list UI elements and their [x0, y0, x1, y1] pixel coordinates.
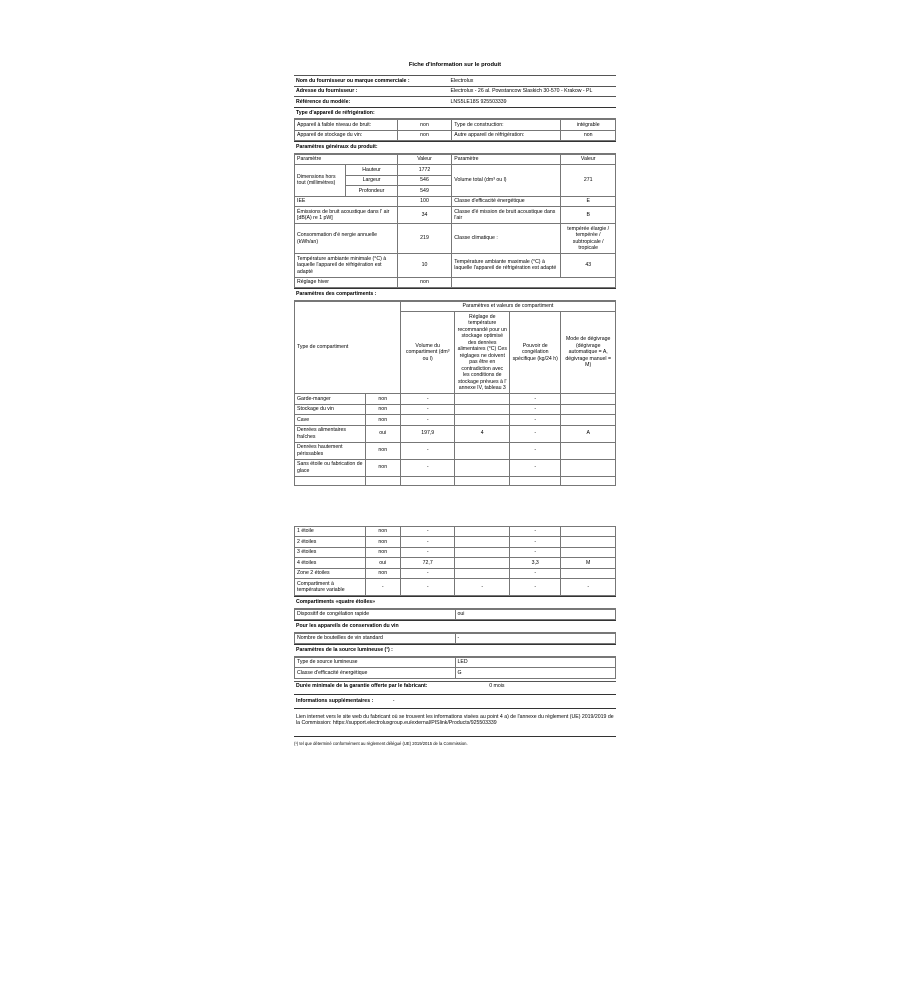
compartment-temperature [455, 568, 510, 579]
compartment-name: Compartiment à température variable [295, 579, 366, 596]
col-freeze-header: Pouvoir de congélation spécifique (kg/24 h) [510, 312, 561, 394]
compartment-freezing-capacity: - [510, 547, 561, 558]
dimensions-label: Dimensions hors tout (millimètres) [295, 165, 346, 197]
supplier-name-row [294, 76, 616, 87]
row-label: Température ambiante minimale (°C) à laquelle l'appareil de réfrigération est adapté [295, 254, 398, 278]
col-value-header: Valeur [397, 154, 452, 165]
col-param-header: Paramètre [295, 154, 398, 165]
wine-row [295, 633, 616, 644]
compartment-defrost-mode [561, 526, 616, 537]
four-star-heading: Compartiments «quatre étoiles» [294, 596, 616, 609]
light-type-value: LED [455, 657, 616, 668]
dimension-label: Hauteur [346, 165, 397, 176]
compartment-freezing-capacity: - [510, 394, 561, 405]
compartment-name: Denrées alimentaires fraîches [295, 425, 366, 442]
compartment-row-empty [295, 476, 616, 485]
compartment-present: non [365, 442, 400, 459]
manufacturer-link-text: Lien internet vers le site web du fabricant où se trouvent les informations visées au point 4 a) de l'annexe du règlement (UE) 2019/2019 de la Commission: https://support.electroluxgroup.eu/external/PISlink/Products/925503339 [294, 708, 616, 733]
row-label: Classe d'é mission de bruit acoustique dans l'air [452, 207, 561, 224]
row-label: Autre appareil de réfrigération: [452, 130, 561, 141]
compartment-volume: - [400, 579, 455, 596]
compartment-volume: - [400, 526, 455, 537]
volume-value: 271 [561, 165, 616, 197]
row-label: Appareil à faible niveau de bruit: [295, 120, 398, 131]
compartment-row [295, 526, 616, 537]
col-defrost-header: Mode de dégivrage (dégivrage automatique = A, dégivrage manuel = M) [561, 312, 616, 394]
compartment-temperature [455, 442, 510, 459]
row-label: Classe d'efficacité énergétique [452, 196, 561, 207]
compartment-present: non [365, 404, 400, 415]
compartment-defrost-mode [561, 442, 616, 459]
compartment-row [295, 442, 616, 459]
row-value: B [561, 207, 616, 224]
wine-heading: Pour les appareils de conservation du vin [294, 620, 616, 633]
general-parameters-heading: Paramètres généraux du produit: [294, 141, 616, 154]
row-label: Température ambiante maximale (°C) à laquelle l'appareil de réfrigération est adapté [452, 254, 561, 278]
compartment-temperature [455, 537, 510, 548]
row-value: 10 [397, 254, 452, 278]
compartment-temperature [455, 547, 510, 558]
supplier-name-value: Electrolux [449, 76, 616, 87]
dimension-label: Profondeur [346, 186, 397, 197]
general-row [295, 224, 616, 254]
compartment-row [295, 558, 616, 569]
compartments-table [294, 301, 616, 486]
general-row [295, 254, 616, 278]
compartment-temperature [455, 558, 510, 569]
light-class-label: Classe d'efficacité énergétique [295, 668, 456, 679]
general-header-row [295, 154, 616, 165]
row-label: Émissions de bruit acoustique dans l' air [dB(A) re 1 pW] [295, 207, 398, 224]
appliance-type-row [295, 130, 616, 141]
appliance-type-table [294, 119, 616, 141]
compartment-row [295, 404, 616, 415]
compartment-name: Zone 2 étoiles [295, 568, 366, 579]
compartment-defrost-mode: M [561, 558, 616, 569]
additional-info-block [294, 694, 616, 708]
compartment-rows-b [295, 526, 616, 596]
wine-table [294, 633, 616, 645]
row-label: Appareil de stockage du vin: [295, 130, 398, 141]
dimension-row [295, 165, 616, 176]
col-param-header: Paramètre [452, 154, 561, 165]
compartment-row [295, 537, 616, 548]
compartment-temperature: - [455, 579, 510, 596]
compartment-present: - [365, 579, 400, 596]
model-value: LNS5LE18S 925503339 [449, 97, 616, 107]
compartment-freezing-capacity: - [510, 568, 561, 579]
compartment-defrost-mode: - [561, 579, 616, 596]
compartment-defrost-mode: A [561, 425, 616, 442]
dimension-value: 546 [397, 175, 452, 186]
wine-bottles-value: - [455, 633, 616, 644]
compartment-name: Sans étoile ou fabrication de glace [295, 459, 366, 476]
compartment-volume: - [400, 415, 455, 426]
compartment-name: Cave [295, 415, 366, 426]
supplier-table [294, 75, 616, 107]
compartment-freezing-capacity: - [510, 579, 561, 596]
compartment-freezing-capacity: - [510, 442, 561, 459]
compartment-name: 3 étoiles [295, 547, 366, 558]
compartment-defrost-mode [561, 547, 616, 558]
compartment-volume: - [400, 547, 455, 558]
compartment-name: 1 étoile [295, 526, 366, 537]
four-star-row [295, 609, 616, 620]
compartment-rows-a [295, 394, 616, 477]
dimension-value: 549 [397, 186, 452, 197]
col-type-header: Type de compartiment [295, 301, 401, 394]
compartment-row [295, 579, 616, 596]
group-header: Paramètres et valeurs de compartiment [400, 301, 615, 312]
compartment-defrost-mode [561, 394, 616, 405]
compartment-freezing-capacity: - [510, 404, 561, 415]
compartments-table-continued [294, 526, 616, 597]
compartment-name: Denrées hautement périssables [295, 442, 366, 459]
compartment-row [295, 568, 616, 579]
compartment-freezing-capacity: - [510, 537, 561, 548]
winter-setting-row [295, 277, 616, 288]
compartment-volume: - [400, 459, 455, 476]
compartment-defrost-mode [561, 568, 616, 579]
additional-info-label: Informations supplémentaires : [296, 698, 374, 705]
compartment-present: non [365, 415, 400, 426]
compartment-freezing-capacity: - [510, 459, 561, 476]
compartment-name: Stockage du vin [295, 404, 366, 415]
row-value: non [397, 130, 452, 141]
compartment-defrost-mode [561, 459, 616, 476]
compartment-volume: 197,9 [400, 425, 455, 442]
compartment-temperature [455, 415, 510, 426]
page-break-gap [294, 486, 616, 526]
general-row [295, 196, 616, 207]
model-row [294, 97, 616, 107]
compartment-volume: - [400, 404, 455, 415]
row-value: tempérée élargie / tempérée / subtropicale / tropicale [561, 224, 616, 254]
supplier-address-value: Electrolux - 26 al. Powstancow Slaskich 30-570 - Krakow - PL [449, 86, 616, 97]
compartment-defrost-mode [561, 415, 616, 426]
light-class-row [295, 668, 616, 679]
compartment-defrost-mode [561, 404, 616, 415]
light-source-table [294, 657, 616, 679]
fast-freeze-value: oui [455, 609, 616, 620]
compartment-name: 2 étoiles [295, 537, 366, 548]
row-label: Type de construction: [452, 120, 561, 131]
row-label: IEE [295, 196, 398, 207]
compartment-freezing-capacity: 3,3 [510, 558, 561, 569]
product-information-sheet [294, 62, 616, 746]
compartment-defrost-mode [561, 537, 616, 548]
additional-info-value: - [392, 698, 395, 705]
row-label: Classe climatique : [452, 224, 561, 254]
compartment-freezing-capacity: - [510, 425, 561, 442]
light-class-value: G [455, 668, 616, 679]
compartment-volume: - [400, 568, 455, 579]
compartment-present: oui [365, 558, 400, 569]
compartment-freezing-capacity: - [510, 415, 561, 426]
volume-label: Volume total (dm³ ou l) [452, 165, 561, 197]
winter-value: non [397, 277, 452, 288]
compartment-volume: - [400, 394, 455, 405]
model-label: Référence du modèle: [294, 97, 449, 107]
dimension-value: 1772 [397, 165, 452, 176]
compartment-row [295, 394, 616, 405]
compartment-present: non [365, 547, 400, 558]
winter-label: Réglage hiver [295, 277, 398, 288]
row-value: non [561, 130, 616, 141]
compartment-volume: 72,7 [400, 558, 455, 569]
compartment-temperature: 4 [455, 425, 510, 442]
compartment-freezing-capacity: - [510, 526, 561, 537]
row-value: E [561, 196, 616, 207]
warranty-row [294, 681, 616, 691]
compartment-volume: - [400, 537, 455, 548]
compartment-present: non [365, 526, 400, 537]
compartment-present: oui [365, 425, 400, 442]
row-value: 34 [397, 207, 452, 224]
row-value: 100 [397, 196, 452, 207]
supplier-name-label: Nom du fournisseur ou marque commerciale : [294, 76, 449, 87]
compartment-row [295, 415, 616, 426]
warranty-value: 0 mois [487, 681, 616, 691]
col-value-header: Valeur [561, 154, 616, 165]
compartment-name: 4 étoiles [295, 558, 366, 569]
compartment-temperature [455, 394, 510, 405]
dimension-label: Largeur [346, 175, 397, 186]
general-row [295, 207, 616, 224]
row-value: non [397, 120, 452, 131]
row-value: 43 [561, 254, 616, 278]
compartment-row [295, 459, 616, 476]
supplier-address-label: Adresse du fournisseur : [294, 86, 449, 97]
sheet-title: Fiche d'information sur le produit [408, 62, 502, 68]
compartment-group-header-row [295, 301, 616, 312]
compartment-row [295, 547, 616, 558]
row-value: 219 [397, 224, 452, 254]
light-type-label: Type de source lumineuse [295, 657, 456, 668]
light-type-row [295, 657, 616, 668]
fast-freeze-label: Dispositif de congélation rapide [295, 609, 456, 620]
row-label: Consommation d'é nergie annuelle (kWh/an) [295, 224, 398, 254]
compartment-present: non [365, 537, 400, 548]
compartment-temperature [455, 526, 510, 537]
wine-bottles-label: Nombre de bouteilles de vin standard [295, 633, 456, 644]
compartments-heading: Paramètres des compartiments : [294, 288, 616, 301]
compartment-present: non [365, 459, 400, 476]
empty-cell [452, 277, 616, 288]
compartment-present: non [365, 568, 400, 579]
compartment-present: non [365, 394, 400, 405]
col-volume-header: Volume du compartiment (dm³ ou l) [400, 312, 455, 394]
row-value: intégrable [561, 120, 616, 131]
general-parameters-table [294, 154, 616, 289]
col-temp-header: Réglage de température recommandé pour un stockage optimisé des denrées alimentaires (°C) Ces réglages ne doivent pas être en contradiction avec les conditions de stockage prévues à l' annexe IV, tableau 3 [455, 312, 510, 394]
footnote: (¹) tel que déterminé conformément au règlement délégué (UE) 2019/2015 de la Commission. [294, 736, 616, 746]
warranty-table [294, 681, 616, 692]
appliance-type-heading: Type d'appareil de réfrigération: [294, 107, 616, 120]
appliance-type-row [295, 120, 616, 131]
warranty-label: Durée minimale de la garantie offerte par le fabricant: [294, 681, 487, 691]
compartment-volume: - [400, 442, 455, 459]
supplier-address-row [294, 86, 616, 97]
light-source-heading: Paramètres de la source lumineuse (¹) : [294, 644, 616, 657]
compartment-temperature [455, 459, 510, 476]
compartment-name: Garde-manger [295, 394, 366, 405]
compartment-temperature [455, 404, 510, 415]
compartment-row [295, 425, 616, 442]
four-star-table [294, 609, 616, 621]
